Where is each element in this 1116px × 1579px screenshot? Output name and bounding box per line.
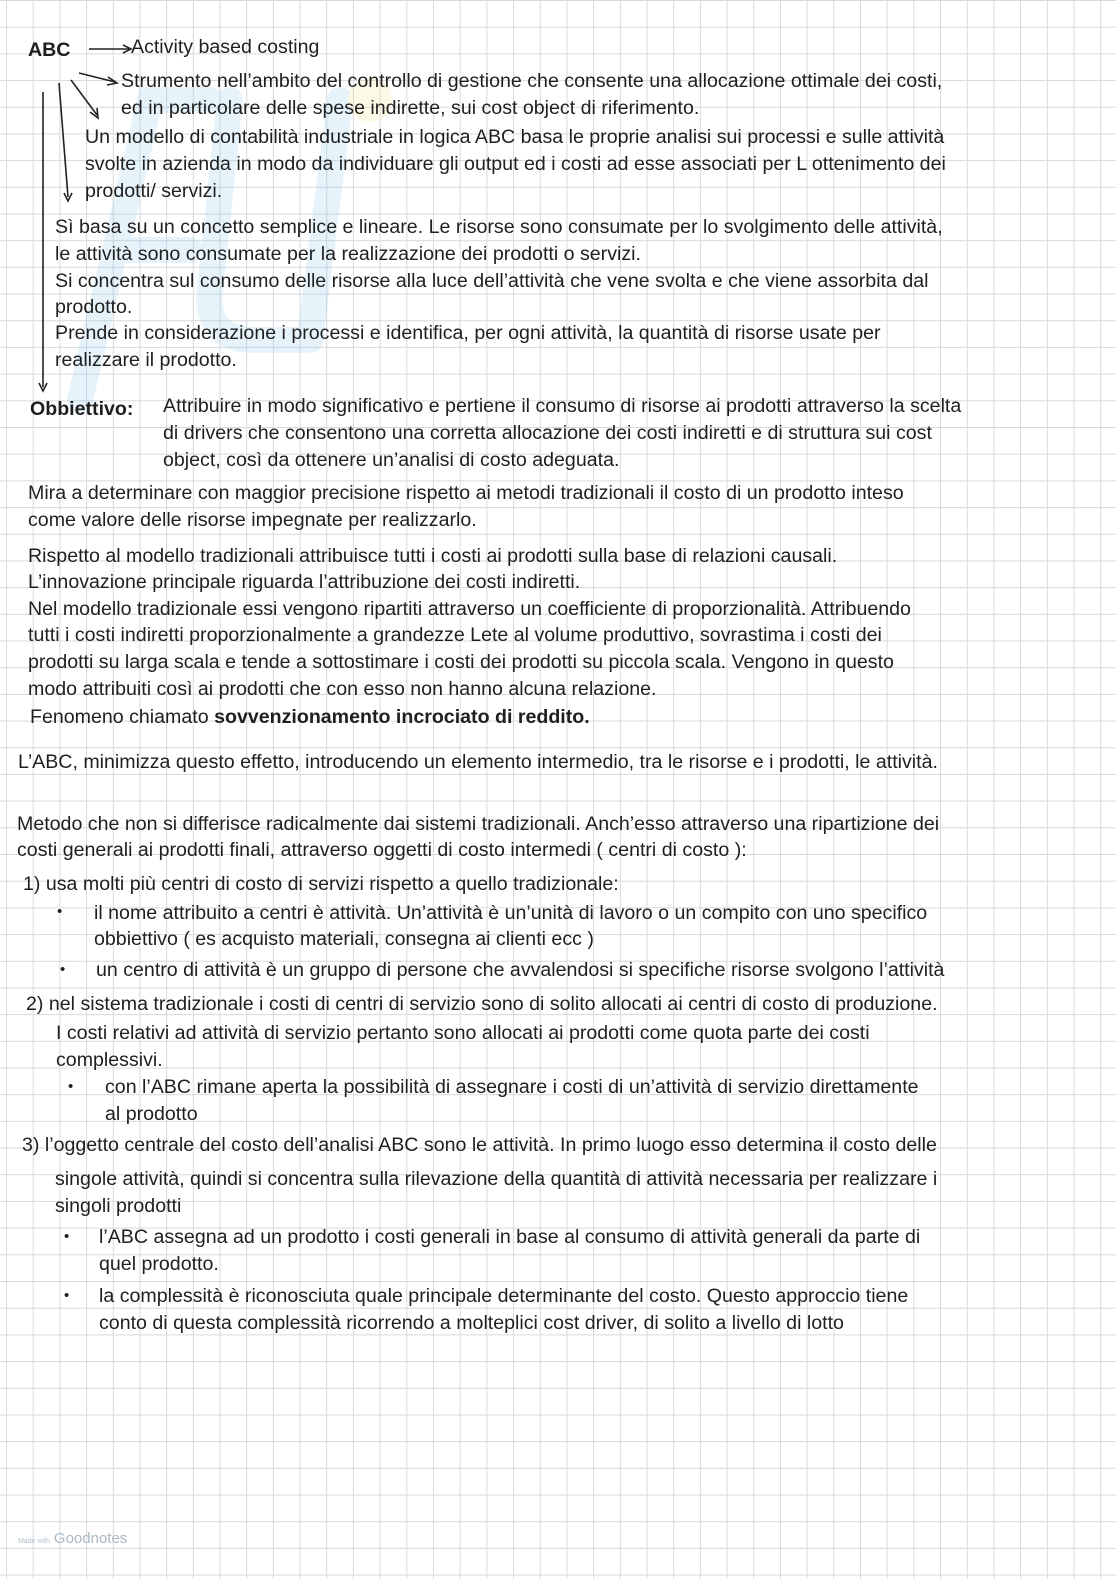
comparison-line: modo attribuiti così ai prodotti che con esso non hanno alcuna relazione. xyxy=(28,678,657,700)
objective-label: Obbiettivo: xyxy=(30,398,134,420)
bullet: • xyxy=(64,1228,70,1245)
model-line: prodotti/ servizi. xyxy=(85,180,223,202)
goodnotes-brand: Goodnotes xyxy=(53,1530,128,1547)
abc-label: ABC xyxy=(28,39,71,61)
concept-line: prodotto. xyxy=(55,296,133,318)
point-2-bullet-line: con l’ABC rimane aperta la possibilità di assegnare i costi di un’attività di servizio direttamente xyxy=(105,1076,919,1098)
phenomenon-line xyxy=(30,704,590,731)
model-line: svolte in azienda in modo da individuare gli output ed i costi ad esse associati per L ottenimento dei xyxy=(85,153,946,175)
comparison-line: tutti i costi indiretti proporzionalmente a grandezze Lete al volume produttivo, sovrastima i costi dei xyxy=(28,624,882,646)
bullet: • xyxy=(64,1287,70,1304)
point-3-bullet-line: l’ABC assegna ad un prodotto i costi generali in base al consumo di attività generali da parte di xyxy=(99,1226,921,1248)
point-3-line: singole attività, quindi si concentra sulla rilevazione della quantità di attività necessaria per realizzare i xyxy=(55,1168,938,1190)
comparison-line: Nel modello tradizionale essi vengono ripartiti attraverso un coefficiente di proporzionalità. Attribuendo xyxy=(28,598,911,620)
point-2: 2) nel sistema tradizionale i costi di centri di servizio sono di solito allocati ai centri di costo di produzione. xyxy=(26,993,938,1015)
model-line: Un modello di contabilità industriale in logica ABC basa le proprie analisi sui processi e sulle attività xyxy=(85,126,945,148)
point-2-bullet-line: al prodotto xyxy=(105,1103,198,1125)
point-1-bullet-line: un centro di attività è un gruppo di persone che avvalendosi si specifiche risorse svolgono l’attività xyxy=(96,959,945,981)
point-2-line: I costi relativi ad attività di servizio pertanto sono allocati ai prodotti come quota parte dei costi xyxy=(56,1022,870,1044)
abc-expansion: Activity based costing xyxy=(131,36,320,58)
bullet: • xyxy=(57,903,63,920)
method-line: costi generali ai prodotti finali, attraverso oggetti di costo intermedi ( centri di costo ): xyxy=(17,839,747,861)
bullet: • xyxy=(60,961,66,978)
aim-line: come valore delle risorse impegnate per realizzarlo. xyxy=(28,509,477,531)
comparison-line: Rispetto al modello tradizionali attribuisce tutti i costi ai prodotti sulla base di relazioni causali. xyxy=(28,545,838,567)
point-1-bullet-line: il nome attribuito a centri è attività. Un’attività è un’unità di lavoro o un compito con uno specifico xyxy=(94,902,928,924)
definition-line: ed in particolare delle spese indirette, sui cost object di riferimento. xyxy=(121,97,700,119)
aim-line: Mira a determinare con maggior precisione rispetto ai metodi tradizionali il costo di un prodotto inteso xyxy=(28,482,904,504)
concept-line: le attività sono consumate per la realizzazione dei prodotti o servizi. xyxy=(55,243,641,265)
comparison-line: L’innovazione principale riguarda l’attribuzione dei costi indiretti. xyxy=(28,571,581,593)
point-3-bullet-line: conto di questa complessità ricorrendo a molteplici cost driver, di solito a livello di lotto xyxy=(99,1312,844,1334)
point-2-line: complessivi. xyxy=(56,1049,163,1071)
abc-effect-line: L’ABC, minimizza questo effetto, introducendo un elemento intermedio, tra le risorse e i prodotti, le attività. xyxy=(18,751,938,773)
objective-line: di drivers che consentono una corretta allocazione dei costi indiretti e di struttura sui cost xyxy=(163,422,932,444)
bullet: • xyxy=(68,1078,74,1095)
point-3: 3) l’oggetto centrale del costo dell’analisi ABC sono le attività. In primo luogo esso determina il costo delle xyxy=(22,1134,937,1156)
definition-line: Strumento nell’ambito del controllo di gestione che consente una allocazione ottimale dei costi, xyxy=(121,70,943,92)
phenomenon-term: sovvenzionamento incrociato di reddito. xyxy=(214,706,590,728)
phenomenon-prefix: Fenomeno chiamato xyxy=(30,706,215,728)
concept-line: Sì basa su un concetto semplice e lineare. Le risorse sono consumate per lo svolgimento delle attività, xyxy=(55,216,943,238)
objective-line: Attribuire in modo significativo e pertiene il consumo di risorse ai prodotti attraverso la scelta xyxy=(163,395,962,417)
point-1: 1) usa molti più centri di costo di servizi rispetto a quello tradizionale: xyxy=(23,873,619,895)
goodnotes-badge xyxy=(18,1530,127,1547)
concept-line: Prende in considerazione i processi e identifica, per ogni attività, la quantità di risorse usate per xyxy=(55,322,881,344)
concept-line: realizzare il prodotto. xyxy=(55,349,237,371)
comparison-line: prodotti su larga scala e tende a sottostimare i costi dei prodotti su piccola scala. Vengono in questo xyxy=(28,651,894,673)
point-3-line: singoli prodotti xyxy=(55,1195,182,1217)
point-1-bullet-line: obbiettivo ( es acquisto materiali, consegna ai clienti ecc ) xyxy=(94,928,594,950)
concept-line: Si concentra sul consumo delle risorse alla luce dell’attività che vene svolta e che viene assorbita dal xyxy=(55,270,929,292)
method-line: Metodo che non si differisce radicalmente dai sistemi tradizionali. Anch’esso attraverso una ripartizione dei xyxy=(17,813,940,835)
made-with-label: Made with xyxy=(18,1538,50,1545)
point-3-bullet-line: quel prodotto. xyxy=(99,1253,219,1275)
point-3-bullet-line: la complessità è riconosciuta quale principale determinante del costo. Questo approccio tiene xyxy=(99,1285,909,1307)
objective-line: object, così da ottenere un’analisi di costo adeguata. xyxy=(163,449,620,471)
